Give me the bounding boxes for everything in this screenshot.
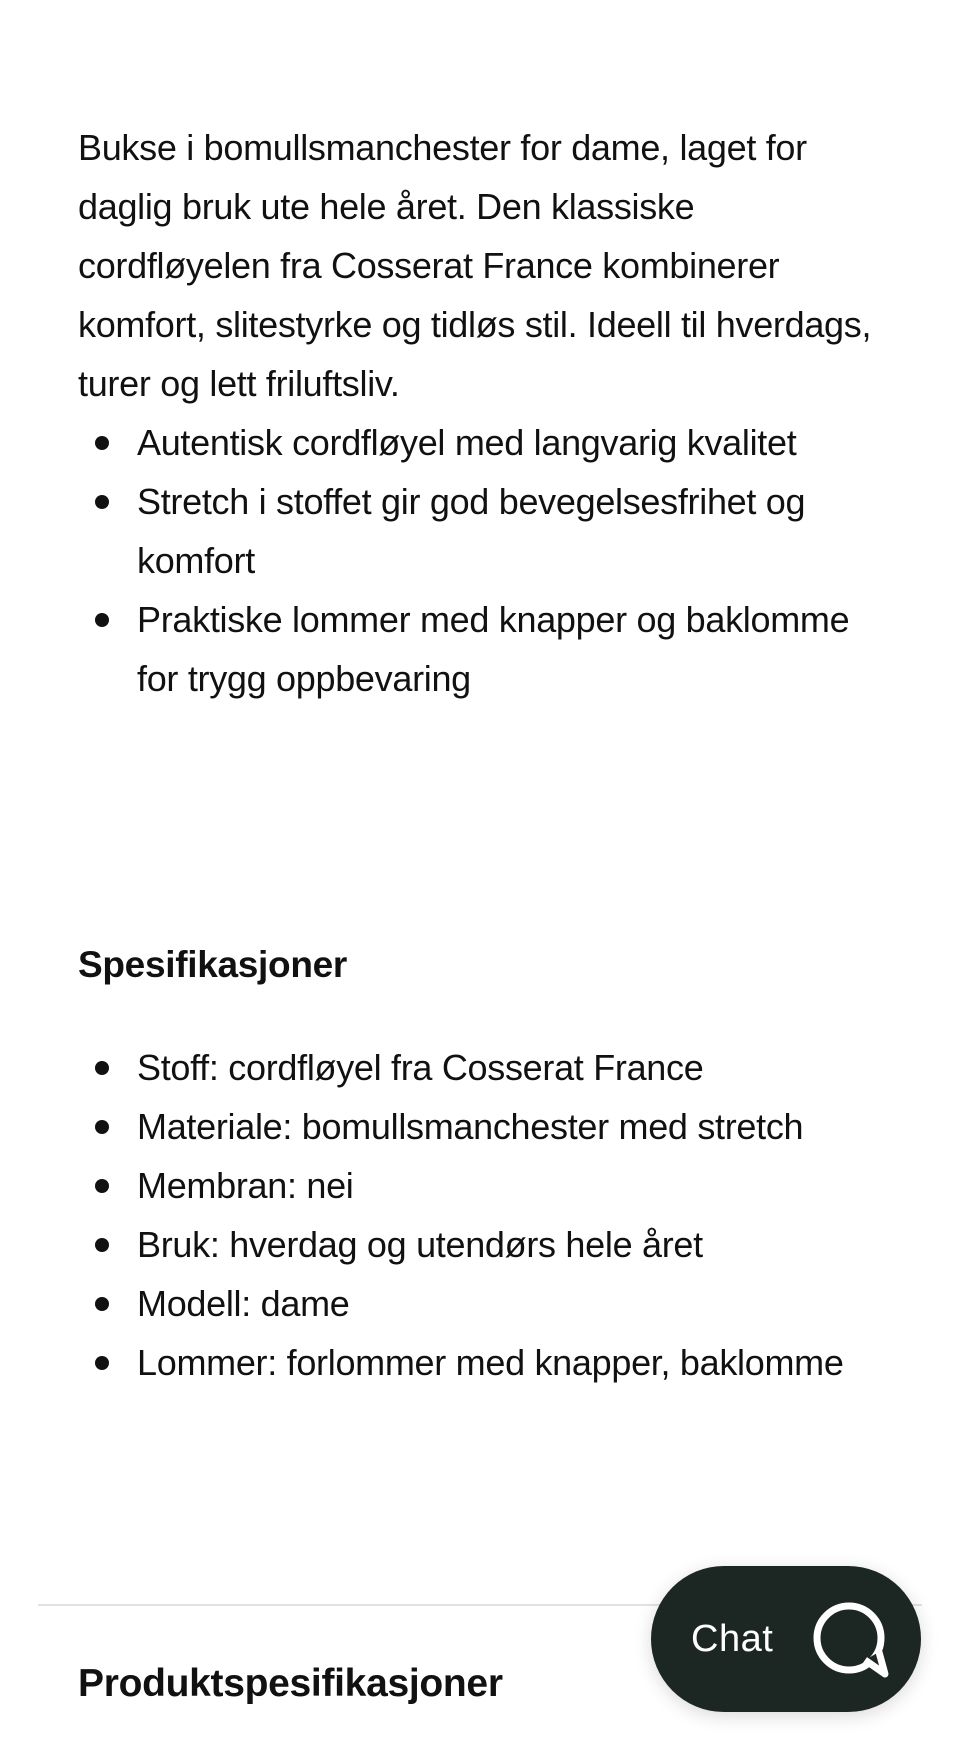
bullet-icon [95, 1061, 109, 1075]
chat-button[interactable] [651, 1566, 921, 1712]
spec-text: Materiale: bomullsmanchester med stretch [137, 1106, 804, 1147]
chat-label: Chat [691, 1617, 774, 1660]
spec-text: Membran: nei [137, 1165, 354, 1206]
bullet-icon [95, 436, 109, 450]
spec-text: Modell: dame [137, 1283, 350, 1324]
spec-text: Stoff: cordfløyel fra Cosserat France [137, 1047, 704, 1088]
list-item [78, 590, 898, 708]
product-description [78, 118, 888, 708]
specifications-heading: Spesifikasjoner [78, 944, 348, 985]
list-item [78, 1215, 888, 1274]
list-item [78, 1274, 888, 1333]
list-item [78, 1038, 888, 1097]
list-item [78, 1097, 888, 1156]
chat-bubble-icon [809, 1598, 891, 1680]
feature-text: Stretch i stoffet gir god bevegelsesfrihet og komfort [137, 481, 806, 581]
description-intro: Bukse i bomullsmanchester for dame, laget for daglig bruk ute hele året. Den klassiske cordfløyelen fra Cosserat France kombinerer komfort, slitestyrke og tidløs stil. Ideell til hverdags, turer og lett friluftsliv. [78, 127, 872, 404]
feature-list [78, 413, 898, 708]
bullet-icon [95, 1297, 109, 1311]
feature-text: Autentisk cordfløyel med langvarig kvalitet [137, 422, 797, 463]
list-item [78, 472, 898, 590]
spec-text: Bruk: hverdag og utendørs hele året [137, 1224, 703, 1265]
spec-text: Lommer: forlommer med knapper, baklomme [137, 1342, 844, 1383]
bullet-icon [95, 1238, 109, 1252]
list-item [78, 1333, 888, 1392]
bullet-icon [95, 1356, 109, 1370]
feature-text: Praktiske lommer med knapper og baklomme for trygg oppbevaring [137, 599, 850, 699]
bullet-icon [95, 1120, 109, 1134]
bullet-icon [95, 1179, 109, 1193]
product-specifications-heading[interactable]: Produktspesifikasjoner [78, 1662, 503, 1705]
list-item [78, 413, 898, 472]
bullet-icon [95, 613, 109, 627]
bullet-icon [95, 495, 109, 509]
specifications-list [78, 1038, 888, 1392]
list-item [78, 1156, 888, 1215]
